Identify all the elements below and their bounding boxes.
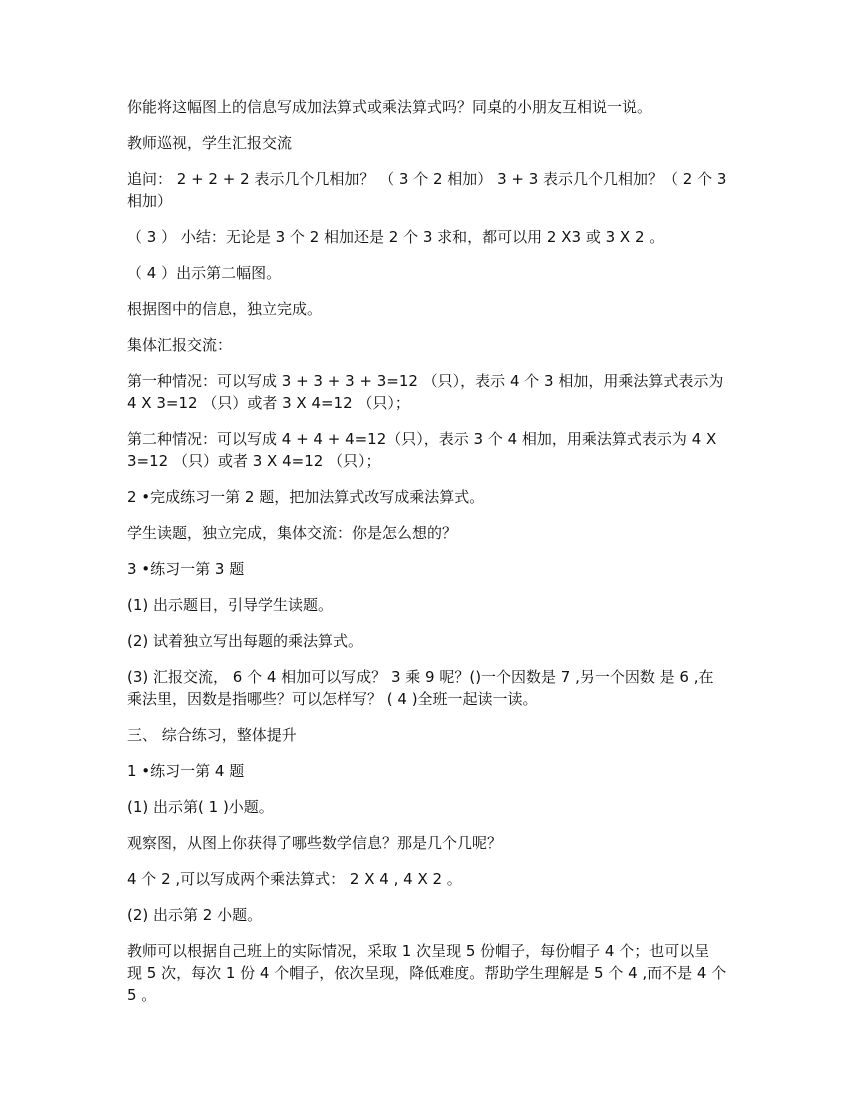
paragraph: 第二种情况：可以写成 4 + 4 + 4=12（只），表示 3 个 4 相加，用乘法算式表示为 4 X 3=12 （只）或者 3 X 4=12 （只）； bbox=[127, 430, 722, 470]
paragraph: 观察图，从图上你获得了哪些数学信息？那是几个几呢？ bbox=[127, 834, 503, 852]
paragraph: （ 4 ）出示第二幅图。 bbox=[127, 264, 282, 282]
paragraph: 教师巡视，学生汇报交流 bbox=[127, 134, 293, 152]
paragraph: (1) 出示第( 1 )小题。 bbox=[127, 798, 274, 816]
paragraph: （ 3 ） 小结：无论是 3 个 2 相加还是 2 个 3 求和，都可以用 2 X3 或 3 X 2 。 bbox=[127, 228, 665, 246]
paragraph: 追问： 2 + 2 + 2 表示几个几相加？ （ 3 个 2 相加） 3 + 3 表示几个几相加？（ 2 个 3 相加） bbox=[127, 170, 732, 210]
paragraph: (2) 试着独立写出每题的乘法算式。 bbox=[127, 632, 364, 650]
paragraph: 1 •练习一第 4 题 bbox=[127, 762, 245, 780]
paragraph: (2) 出示第 2 小题。 bbox=[127, 906, 263, 924]
paragraph: (1) 出示题目，引导学生读题。 bbox=[127, 596, 334, 614]
section-heading: 三、 综合练习，整体提升 bbox=[127, 726, 297, 744]
paragraph: 4 个 2 ,可以写成两个乘法算式： 2 X 4 , 4 X 2 。 bbox=[127, 870, 462, 888]
paragraph: 集体汇报交流： bbox=[127, 336, 233, 354]
paragraph: 3 •练习一第 3 题 bbox=[127, 560, 245, 578]
paragraph: (3) 汇报交流， 6 个 4 相加可以写成？ 3 乘 9 呢？()一个因数是 7 ,另一个因数 是 6 ,在乘法里，因数是指哪些？可以怎样写？ ( 4 )全班一起读一读。 bbox=[127, 668, 714, 708]
paragraph: 你能将这幅图上的信息写成加法算式或乘法算式吗？同桌的小朋友互相说一说。 bbox=[127, 98, 653, 116]
paragraph: 教师可以根据自己班上的实际情况，采取 1 次呈现 5 份帽子，每份帽子 4 个；也可以呈 现 5 次，每次 1 份 4 个帽子，依次呈现，降低难度。帮助学生理解是 5 个 4 ,而不是 4 个 5 。 bbox=[127, 942, 732, 1004]
document-page bbox=[127, 96, 732, 1020]
paragraph: 学生读题，独立完成，集体交流：你是怎么想的？ bbox=[127, 524, 458, 542]
paragraph: 2 •完成练习一第 2 题，把加法算式改写成乘法算式。 bbox=[127, 488, 485, 506]
paragraph: 根据图中的信息，独立完成。 bbox=[127, 300, 323, 318]
paragraph: 第一种情况：可以写成 3 + 3 + 3 + 3=12 （只），表示 4 个 3 相加，用乘法算式表示为 4 X 3=12 （只）或者 3 X 4=12 （只）； bbox=[127, 372, 729, 412]
